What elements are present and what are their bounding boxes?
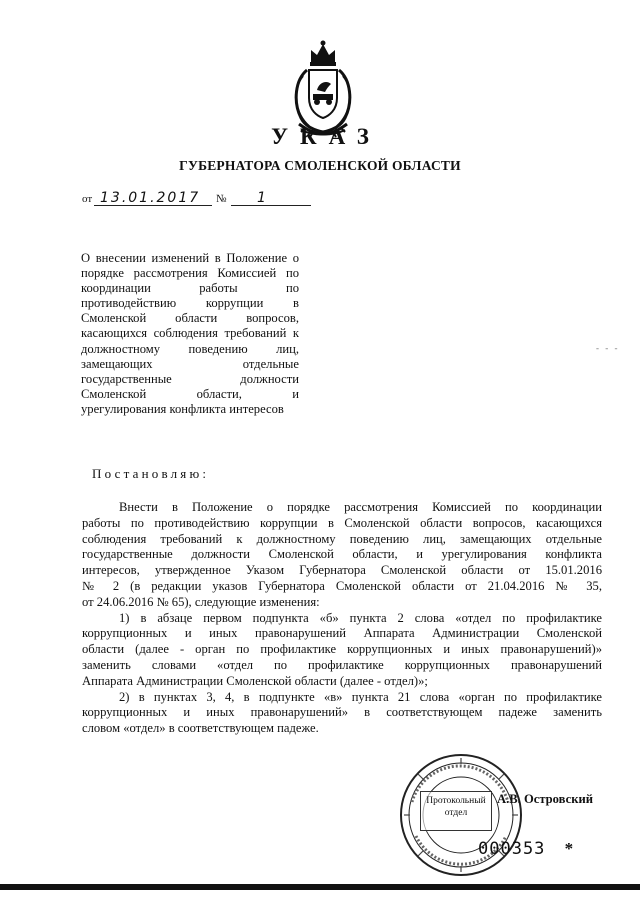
body-line: соблюдения требований к должностному поведению лиц, замещающих отдельные — [82, 531, 602, 546]
date-label: от — [82, 193, 93, 205]
date-number-line — [82, 186, 322, 208]
document-subtitle: ГУБЕРНАТОРА СМОЛЕНСКОЙ ОБЛАСТИ — [179, 158, 461, 173]
signer-name: А.В. Островский — [497, 792, 593, 806]
body-line: 1) в абзаце первом подпункта «б» пункта 2 слова «отдел по профилактике — [119, 610, 602, 625]
body-line: словом «отдел» в соответствующем падеже. — [82, 721, 319, 736]
number-underline — [231, 205, 311, 206]
number-label: № — [216, 193, 227, 205]
subject-line: урегулирования конфликта интересов — [81, 401, 284, 416]
body-line: государственные должности Смоленской области, и урегулирования конфликта — [82, 547, 602, 562]
body-line: № 2 (в редакции указов Губернатора Смоленской области от 21.04.2016 № 35, — [82, 578, 602, 593]
body-line: интересов, утвержденное Указом Губернатора Смоленской области от 15.01.2016 — [82, 563, 602, 578]
body-line: области (далее - орган по профилактике коррупционных и иных правонарушений)» — [82, 642, 602, 657]
scan-mark: - - - — [596, 343, 620, 353]
subject-line: О внесении изменений в Положение о — [81, 251, 299, 265]
subject-line: порядке рассмотрения Комиссией по — [81, 266, 299, 281]
subject-line: координации работы по — [81, 281, 299, 296]
body-line: Аппарата Администрации Смоленской области (далее - отдел)»; — [82, 673, 428, 688]
subject-line: Смоленской области вопросов, — [81, 311, 299, 326]
decree-word: Постановляю: — [92, 466, 210, 481]
stamp-box-line: Протокольный — [426, 796, 486, 806]
body-line: коррупционных и иных правонарушений Аппарата Администрации Смоленской — [82, 626, 602, 641]
body-line: Внести в Положение о порядке рассмотрения Комиссией по координации — [119, 500, 602, 514]
document-title: УКАЗ — [271, 124, 381, 149]
subject-line: замещающих отдельные — [81, 356, 299, 371]
body-line: заменить словами «отдел по профилактике коррупционных правонарушений — [82, 657, 602, 672]
body-text — [82, 500, 602, 737]
subject-line: касающихся соблюдения требований к — [81, 326, 299, 341]
subject-block — [81, 251, 299, 417]
serial-number-value: 000353 — [478, 839, 546, 859]
number-handwritten: 1 — [257, 190, 268, 206]
subject-line: противодействию коррупции в — [81, 296, 299, 311]
subject-line: должностному поведению лиц, — [81, 341, 299, 356]
stamp-protocol-box — [420, 791, 492, 831]
body-line: коррупционных и иных правонарушений» в соответствующем падеже заменить — [82, 705, 602, 720]
serial-number-mark: * — [564, 839, 575, 858]
scan-bottom-edge — [0, 884, 640, 890]
body-line: 2) в пунктах 3, 4, в подпункте «в» пункта 21 слова «орган по профилактике — [119, 689, 602, 704]
stamp-box-line: отдел — [444, 808, 468, 818]
document-serial-number — [478, 839, 574, 859]
subject-line: Смоленской области, и — [81, 386, 299, 401]
subject-line: государственные должности — [81, 371, 299, 386]
date-handwritten: 13.01.2017 — [100, 190, 201, 206]
body-line: от 24.06.2016 № 65), следующие изменения: — [82, 594, 320, 609]
body-line: работы по противодействию коррупции в Смоленской области вопросов, касающихся — [82, 515, 602, 530]
